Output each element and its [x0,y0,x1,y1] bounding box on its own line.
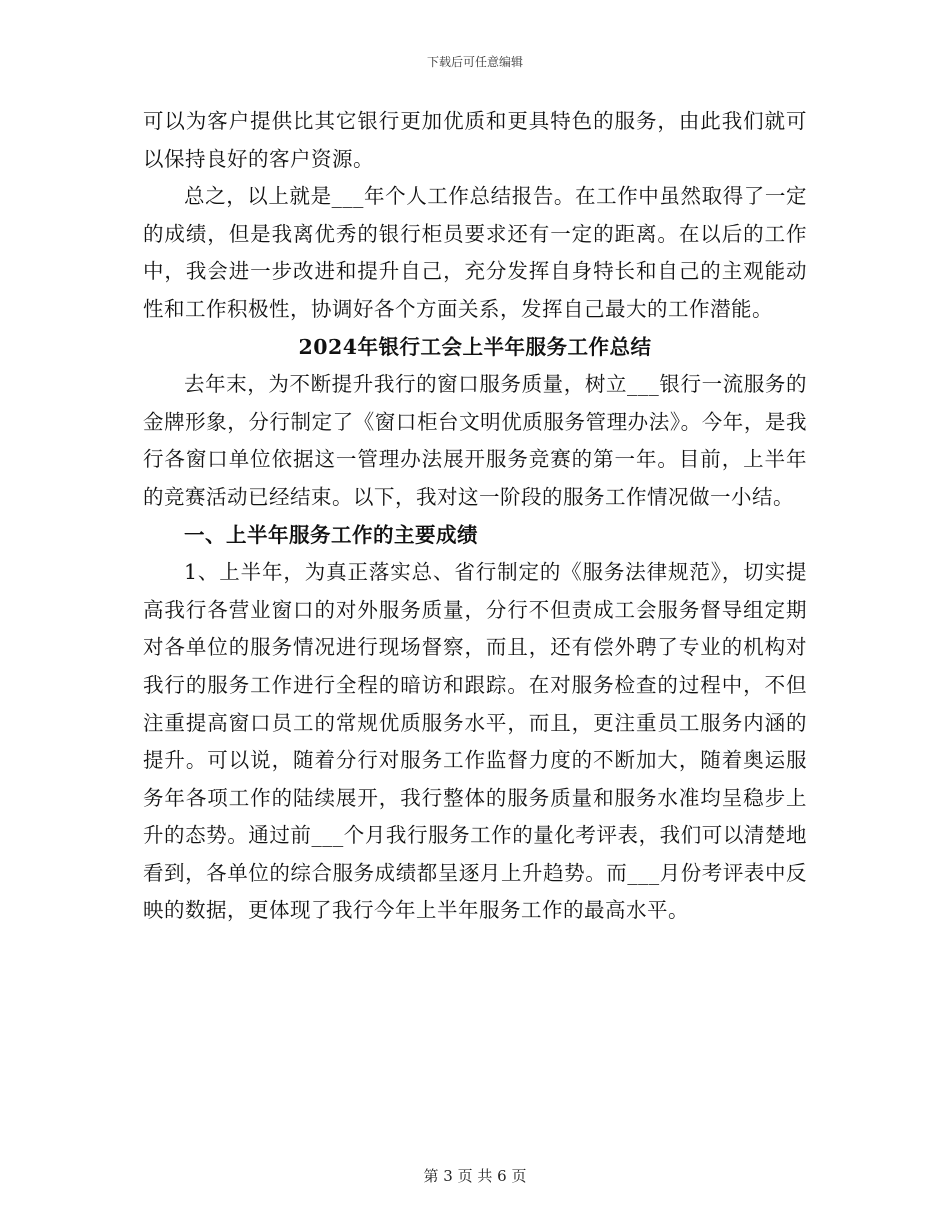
paragraph-continuation: 可以为客户提供比其它银行更加优质和更具特色的服务，由此我们就可以保持良好的客户资源。 [143,109,807,171]
paragraph-intro: 去年末，为不断提升我行的窗口服务质量，树立___银行一流服务的金牌形象，分行制定了《窗口柜台文明优质服务管理办法》。今年，是我行各窗口单位依据这一管理办法展开服务竞赛的第一年。目前，上半年的竞赛活动已经结束。以下，我对这一阶段的服务工作情况做一小结。 [143,372,807,509]
document-body [143,103,807,930]
document-title: 2024年银行工会上半年服务工作总结 [298,334,652,359]
page-footer: 第 3 页 共 6 页 [423,1167,527,1185]
paragraph-summary: 总之，以上就是___年个人工作总结报告。在工作中虽然取得了一定的成绩，但是我离优秀的银行柜员要求还有一定的距离。在以后的工作中，我会进一步改进和提升自己，充分发挥自身特长和自己的主观能动性和工作积极性，协调好各个方面关系，发挥自己最大的工作潜能。 [143,184,807,321]
paragraph-achievements: 1、上半年，为真正落实总、省行制定的《服务法律规范》，切实提高我行各营业窗口的对外服务质量，分行不但责成工会服务督导组定期对各单位的服务情况进行现场督察，而且，还有偿外聘了专业的机构对我行的服务工作进行全程的暗访和跟踪。在对服务检查的过程中，不但注重提高窗口员工的常规优质服务水平，而且，更注重员工服务内涵的提升。可以说，随着分行对服务工作监督力度的不断加大，随着奥运服务年各项工作的陆续展开，我行整体的服务质量和服务水准均呈稳步上升的态势。通过前___个月我行服务工作的量化考评表，我们可以清楚地看到，各单位的综合服务成绩都呈逐月上升趋势。而___月份考评表中反映的数据，更体现了我行今年上半年服务工作的最高水平。 [143,560,807,923]
page-header: 下载后可任意编辑 [426,55,523,69]
section-heading: 一、上半年服务工作的主要成绩 [184,522,478,547]
